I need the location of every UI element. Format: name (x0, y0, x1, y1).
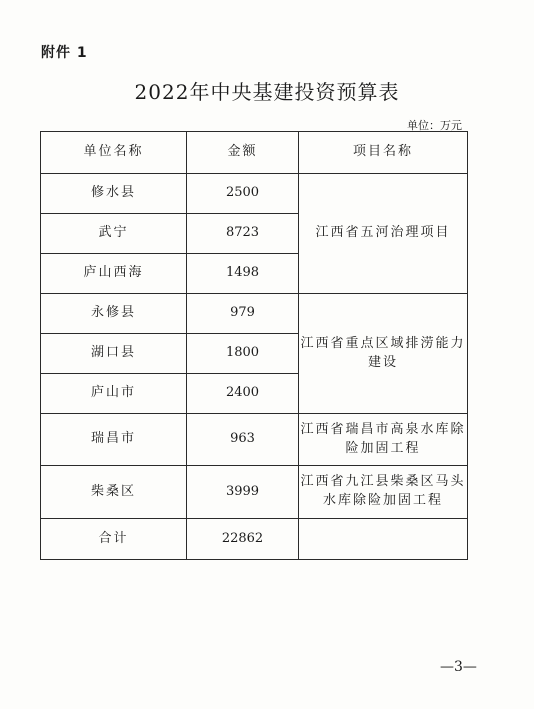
amount-cell: 1498 (187, 254, 299, 294)
unit-note: 单位：万元 (407, 119, 462, 132)
total-label-cell: 合计 (41, 519, 187, 560)
project-name-cell: 江西省五河治理项目 (299, 174, 468, 294)
table-row (41, 414, 468, 466)
unit-name-cell: 湖口县 (41, 334, 187, 374)
budget-table (40, 131, 468, 560)
amount-cell: 979 (187, 294, 299, 334)
unit-name-cell: 修水县 (41, 174, 187, 214)
attachment-label: 附件 1 (41, 45, 88, 61)
document-title: 2022年中央基建投资预算表 (134, 80, 400, 104)
total-amount-cell: 22862 (187, 519, 299, 560)
unit-name-cell: 庐山西海 (41, 254, 187, 294)
table-row (41, 466, 468, 519)
amount-cell: 3999 (187, 466, 299, 519)
unit-name-cell: 永修县 (41, 294, 187, 334)
unit-name-cell: 柴桑区 (41, 466, 187, 519)
table-row (41, 294, 468, 334)
header-unit-name: 单位名称 (41, 132, 187, 174)
project-name-cell: 江西省重点区域排涝能力建设 (299, 294, 468, 414)
total-row (41, 519, 468, 560)
unit-name-cell: 庐山市 (41, 374, 187, 414)
amount-cell: 1800 (187, 334, 299, 374)
table-header-row (41, 132, 468, 174)
project-name-cell: 江西省九江县柴桑区马头水库除险加固工程 (299, 466, 468, 519)
unit-name-cell: 瑞昌市 (41, 414, 187, 466)
table-row (41, 174, 468, 214)
amount-cell: 2500 (187, 174, 299, 214)
page-number: —3— (440, 659, 477, 675)
amount-cell: 8723 (187, 214, 299, 254)
header-amount: 金额 (187, 132, 299, 174)
empty-project-cell (299, 519, 468, 560)
amount-cell: 2400 (187, 374, 299, 414)
unit-name-cell: 武宁 (41, 214, 187, 254)
project-name-cell: 江西省瑞昌市高泉水库除险加固工程 (299, 414, 468, 466)
amount-cell: 963 (187, 414, 299, 466)
header-project-name: 项目名称 (299, 132, 468, 174)
